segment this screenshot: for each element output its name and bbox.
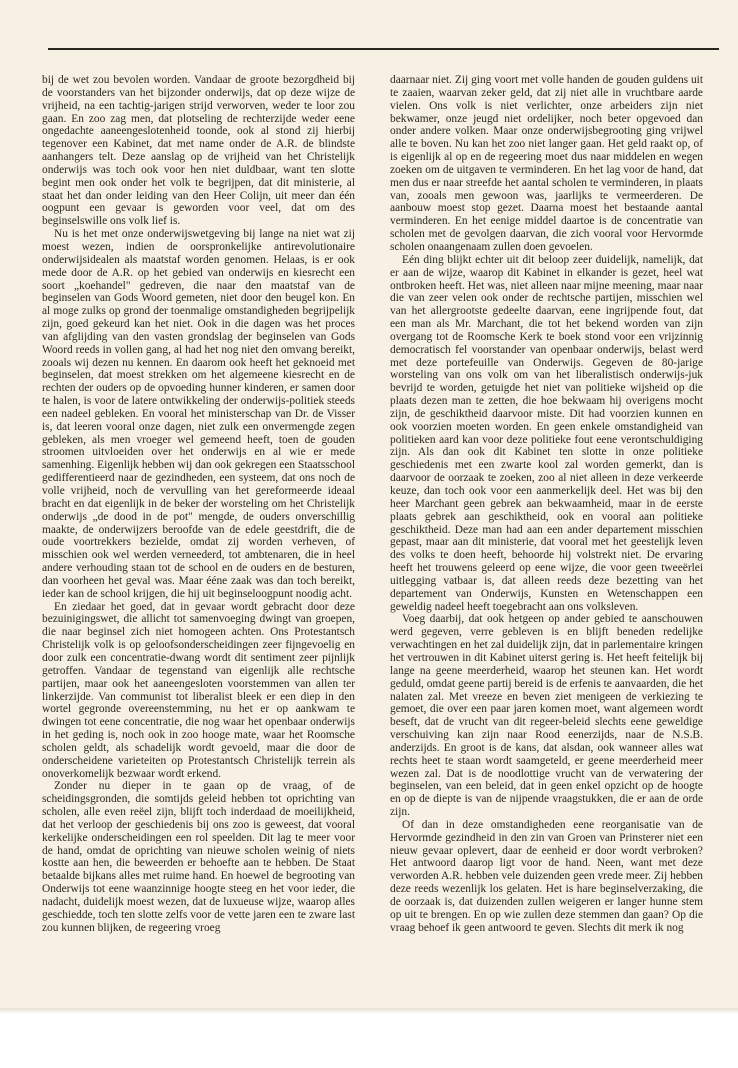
- right-paragraph-3: Voeg daarbij, dat ook hetgeen op ander gebied te aanschouwen werd gegeven, verre gebleven is en blijft beneden redelijke verwachtingen en het zal duidelijk zijn, dat in parlementaire kringen het vertrouwen in dit Kabinet uiterst gering is. Het heeft feitelijk bij lange na geene meerderheid, waarop het steunen kan. Het wordt geduld, omdat geene partij bereid is de erfenis te aanvaarden, die het nalaten zal. Met vreeze en beven ziet menigeen de verkiezing te gemoet, die over een paar jaren komen moet, want algemeen wordt beseft, dat de vrucht van dit regeer-beleid slechts eene geweldige verschuiving kan zijn naar Rood eenerzijds, naar de N.S.B. anderzijds. En groot is de kans, dat alsdan, ook wanneer alles wat rechts heet te staan wordt saamgeteld, er geene meerderheid meer wezen zal. Dat is de noodlottige vrucht van de verwatering der beginselen, van een beleid, dat in geen enkel opzicht op de hoogte en op de diepte is van de nijpende vraagstukken, die er aan de orde zijn.: [390, 613, 703, 819]
- right-column: [390, 74, 703, 935]
- left-paragraph-4: Zonder nu dieper in te gaan op de vraag, of de scheidingsgronden, die somtijds geleid hebben tot oprichting van scholen, alle even reëel zijn, blijft toch inderdaad de moeilijkheid, dat het verloop der geschiedenis bij ons zoo is geweest, dat vooral kerkelijke onderscheidingen een rol speelden. Dit lag te meer voor de hand, omdat de oprichting van nieuwe scholen weinig of niets kostte aan hen, die beweerden er behoefte aan te hebben. De Staat betaalde bijkans alles met ruime hand. En hoewel de begrooting van Onderwijs tot eene waanzinnige hoogte steeg en het voor ieder, die nadacht, duidelijk moest wezen, dat de luxueuse wijze, waarop alles geschiedde, toch ten slotte zelfs voor de vette jaren een te zware last zou kunnen blijken, de regeering vroeg: [42, 780, 355, 934]
- left-paragraph-1: bij de wet zou bevolen worden. Vandaar de groote bezorgdheid bij de voorstanders van het bijzonder onderwijs, dat op deze wijze de vrijheid, na een tachtig-jarigen strijd verworven, weder te loor zou gaan. En zoo zag men, dat plotseling de rechterzijde weder eene ongedachte aaneengeslotenheid toonde, ook al stond zij hierbij tegenover een Kabinet, dat met name onder de A.R. de blindste aanhangers telt. Deze aanslag op de vrijheid van het Christelijk onderwijs was toch ook voor hen niet duldbaar, want ten slotte begint men ook onder het volk te begrijpen, dat dit ministerie, al staat het dan onder leiding van den Heer Colijn, uit meer dan één oogpunt een gevaar is geworden voor veel, dat om des beginselswille ons volk lief is.: [42, 74, 355, 228]
- header-rule: [48, 48, 719, 50]
- right-paragraph-1: daarnaar niet. Zij ging voort met volle handen de gouden guldens uit te zaaien, waarvan zeker geld, dat zij niet alle in vruchtbare aarde vielen. Ons volk is niet verlichter, onze arbeiders zijn niet bekwamer, onze jeugd niet ordelijker, noch beter opgevoed dan onder andere volken. Maar onze onderwijsbegrooting ging vrijwel alle te boven. Nu kan het zoo niet langer gaan. Het geld raakt op, of is eigenlijk al op en de regeering moet dus naar middelen en wegen zoeken om de uitgaven te verminderen. En het lag voor de hand, dat men dus er naar streefde het aantal scholen te verminderen, in plaats van, zooals men gewoon was, jaarlijks te vermeerderen. De aanbouw moest stop gezet. Daarna moest het bestaande aantal verminderen. En het eenige middel daartoe is de concentratie van scholen met de gevolgen daarvan, die zich vooral voor Hervormde scholen onaangenaam zullen doen gevoelen.: [390, 74, 703, 253]
- left-paragraph-2: Nu is het met onze onderwijswetgeving bij lange na niet wat zij moest wezen, indien de oorspronkelijke antirevolutionaire onderwijsidealen als maatstaf worden genomen. Helaas, is er ook mede door de A.R. op het gebied van onderwijs en kiesrecht een soort „koehandel" gedreven, die naar den maatstaf van de beginselen van Gods Woord gemeten, niet door den beugel kon. En al moge zulks op grond der toenmalige omstandigheden begrijpelijk zijn, goed gekeurd kan het niet. Ook in die dagen was het proces van afglijding van den vasten grondslag der beginselen van Gods Woord reeds in vollen gang, al had het nog niet den omvang bereikt, zooals wij dezen nu kennen. En daarom ook heeft het geknoeid met beginselen, dat moest strekken om het algemeene kiesrecht en de rechten der ouders op de opvoeding hunner kinderen, er samen door te halen, is voor de latere ontwikkeling der onderwijs-politiek steeds een nadeel gebleken. En vooral het ministerschap van Dr. de Visser is, dat leeren vooral onze dagen, niet zulk een onvermengde zegen gebleken, als men vroeger wel gemeend heeft, toen de gouden stroomen uitvloeiden over het onderwijs en al wie er mede samenhing. Eigenlijk hebben wij dan ook gekregen een Staatsschool gedifferentieerd naar de gezindheden, een systeem, dat ons noch de volle vrijheid, noch de vervulling van het gereformeerde ideaal bracht en dat eigenlijk in de beker der worsteling om het Christelijk onderwijs „de dood in de pot" mengde, de ouders onverschillig maakte, de onderwijzers beroofde van de edele geestdrift, die de oude voortrekkers bezielde, omdat zij worden verheven, of misschien ook wel werden verneederd, tot ambtenaren, die in heel andere verhouding staan tot de school en de ouders en de besturen, dan voorheen het geval was. Maar ééne zaak was dan toch bereikt, ieder kan de school krijgen, die hij uit beginseloogpunt noodig acht.: [42, 228, 355, 600]
- right-paragraph-4: Of dan in deze omstandigheden eene reorganisatie van de Hervormde gezindheid in den zin van Groen van Prinsterer niet een nieuw gevaar oplevert, daar de eenheid er door wordt verbroken? Het antwoord daarop ligt voor de hand. Neen, want met deze verworden A.R. hebben vele duizenden geen vrede meer. Zij hebben deze reeds wezenlijk los gelaten. Het is hare beginselverzaking, die de oorzaak is, dat duizenden zullen weigeren er langer hunne stem op uit te brengen. En op wie zullen deze stemmen dan gaan? Op die vraag behoef ik geen antwoord te geven. Slechts dit merk ik nog: [390, 818, 703, 934]
- page-edge-shadow: [0, 1008, 738, 1014]
- right-paragraph-2: Eén ding blijkt echter uit dit beloop zeer duidelijk, namelijk, dat er aan de wijze, waarop dit Kabinet in elkander is gezet, heel wat ontbroken heeft. Het was, niet alleen naar mijne meening, maar naar die van zeer velen ook onder de rechtsche partijen, misschien wel van het allergrootste gedeelte daarvan, eene ingrijpende fout, dat een man als Mr. Marchant, die tot het bekend worden van zijn overgang tot de Roomsche Kerk te boek stond voor een vrijzinnig democratisch fel voorstander van openbaar onderwijs, belast werd met deze portefeuille van Onderwijs. Gegeven de 80-jarige worsteling van ons volk om van het liberalistisch onderwijs-juk bevrijd te worden, getuigde het niet van politieke wijsheid op die plaats dezen man te zetten, die hoe bekwaam hij overigens mocht zijn, de geschiktheid daarvoor miste. Dit had voorzien kunnen en ook voorzien moeten worden. En geen enkele omstandigheid van politieken aard kan voor deze politieke fout eene verontschuldiging zijn. Als dan ook dit Kabinet ten slotte in onze politieke geschiedenis met een zwarte kool zal worden gemerkt, dan is daarvoor de oorzaak te zoeken, zoo al niet alleen in deze verkeerde keuze, dan toch ook voor een aanmerkelijk deel. Het was bij den heer Marchant geen gebrek aan bekwaamheid, maar in de eerste plaats gebrek aan geschiktheid, ook en vooral aan politieke geschiktheid. Deze man had aan een ander departement misschien gepast, maar aan dit ministerie, dat vooral met het geestelijk leven des volks te doen heeft, behoorde hij volstrekt niet. De ervaring heeft het trouwens geleerd op eene wijze, die voor geen tweeërlei uitlegging vatbaar is, dat alleen reeds deze bezetting van het departement van Onderwijs, Kunsten en Wetenschappen een geweldig nadeel heeft toegebracht aan ons volksleven.: [390, 253, 703, 613]
- left-column: [42, 74, 355, 935]
- left-paragraph-3: En ziedaar het goed, dat in gevaar wordt gebracht door deze bezuinigingswet, die allicht tot samenvoeging dwingt van groepen, die naar beginsel zich niet homogeen achten. Ons Protestantsch Christelijk volk is op geloofsonderscheidingen zeer fijngevoelig en door zulk een concentratie-dwang wordt dit sentiment zeer pijnlijk getroffen. Vandaar de tegenstand van eigenlijk alle rechtsche partijen, maar ook het aaneengesloten voorstemmen van allen ter linkerzijde. Van communist tot liberalist bleek er een diep in den wortel gegronde overeenstemming, nu het er op aankwam te dwingen tot eene concentratie, die nog waar het openbaar onderwijs in het geding is, noch ook in zoo hooge mate, waar het Roomsche scholen geldt, als schadelijk wordt gevoeld, maar die door de onderscheidene varieteiten op Protestantsch Christelijk terrein als onoverkomelijk bezwaar wordt erkend.: [42, 600, 355, 780]
